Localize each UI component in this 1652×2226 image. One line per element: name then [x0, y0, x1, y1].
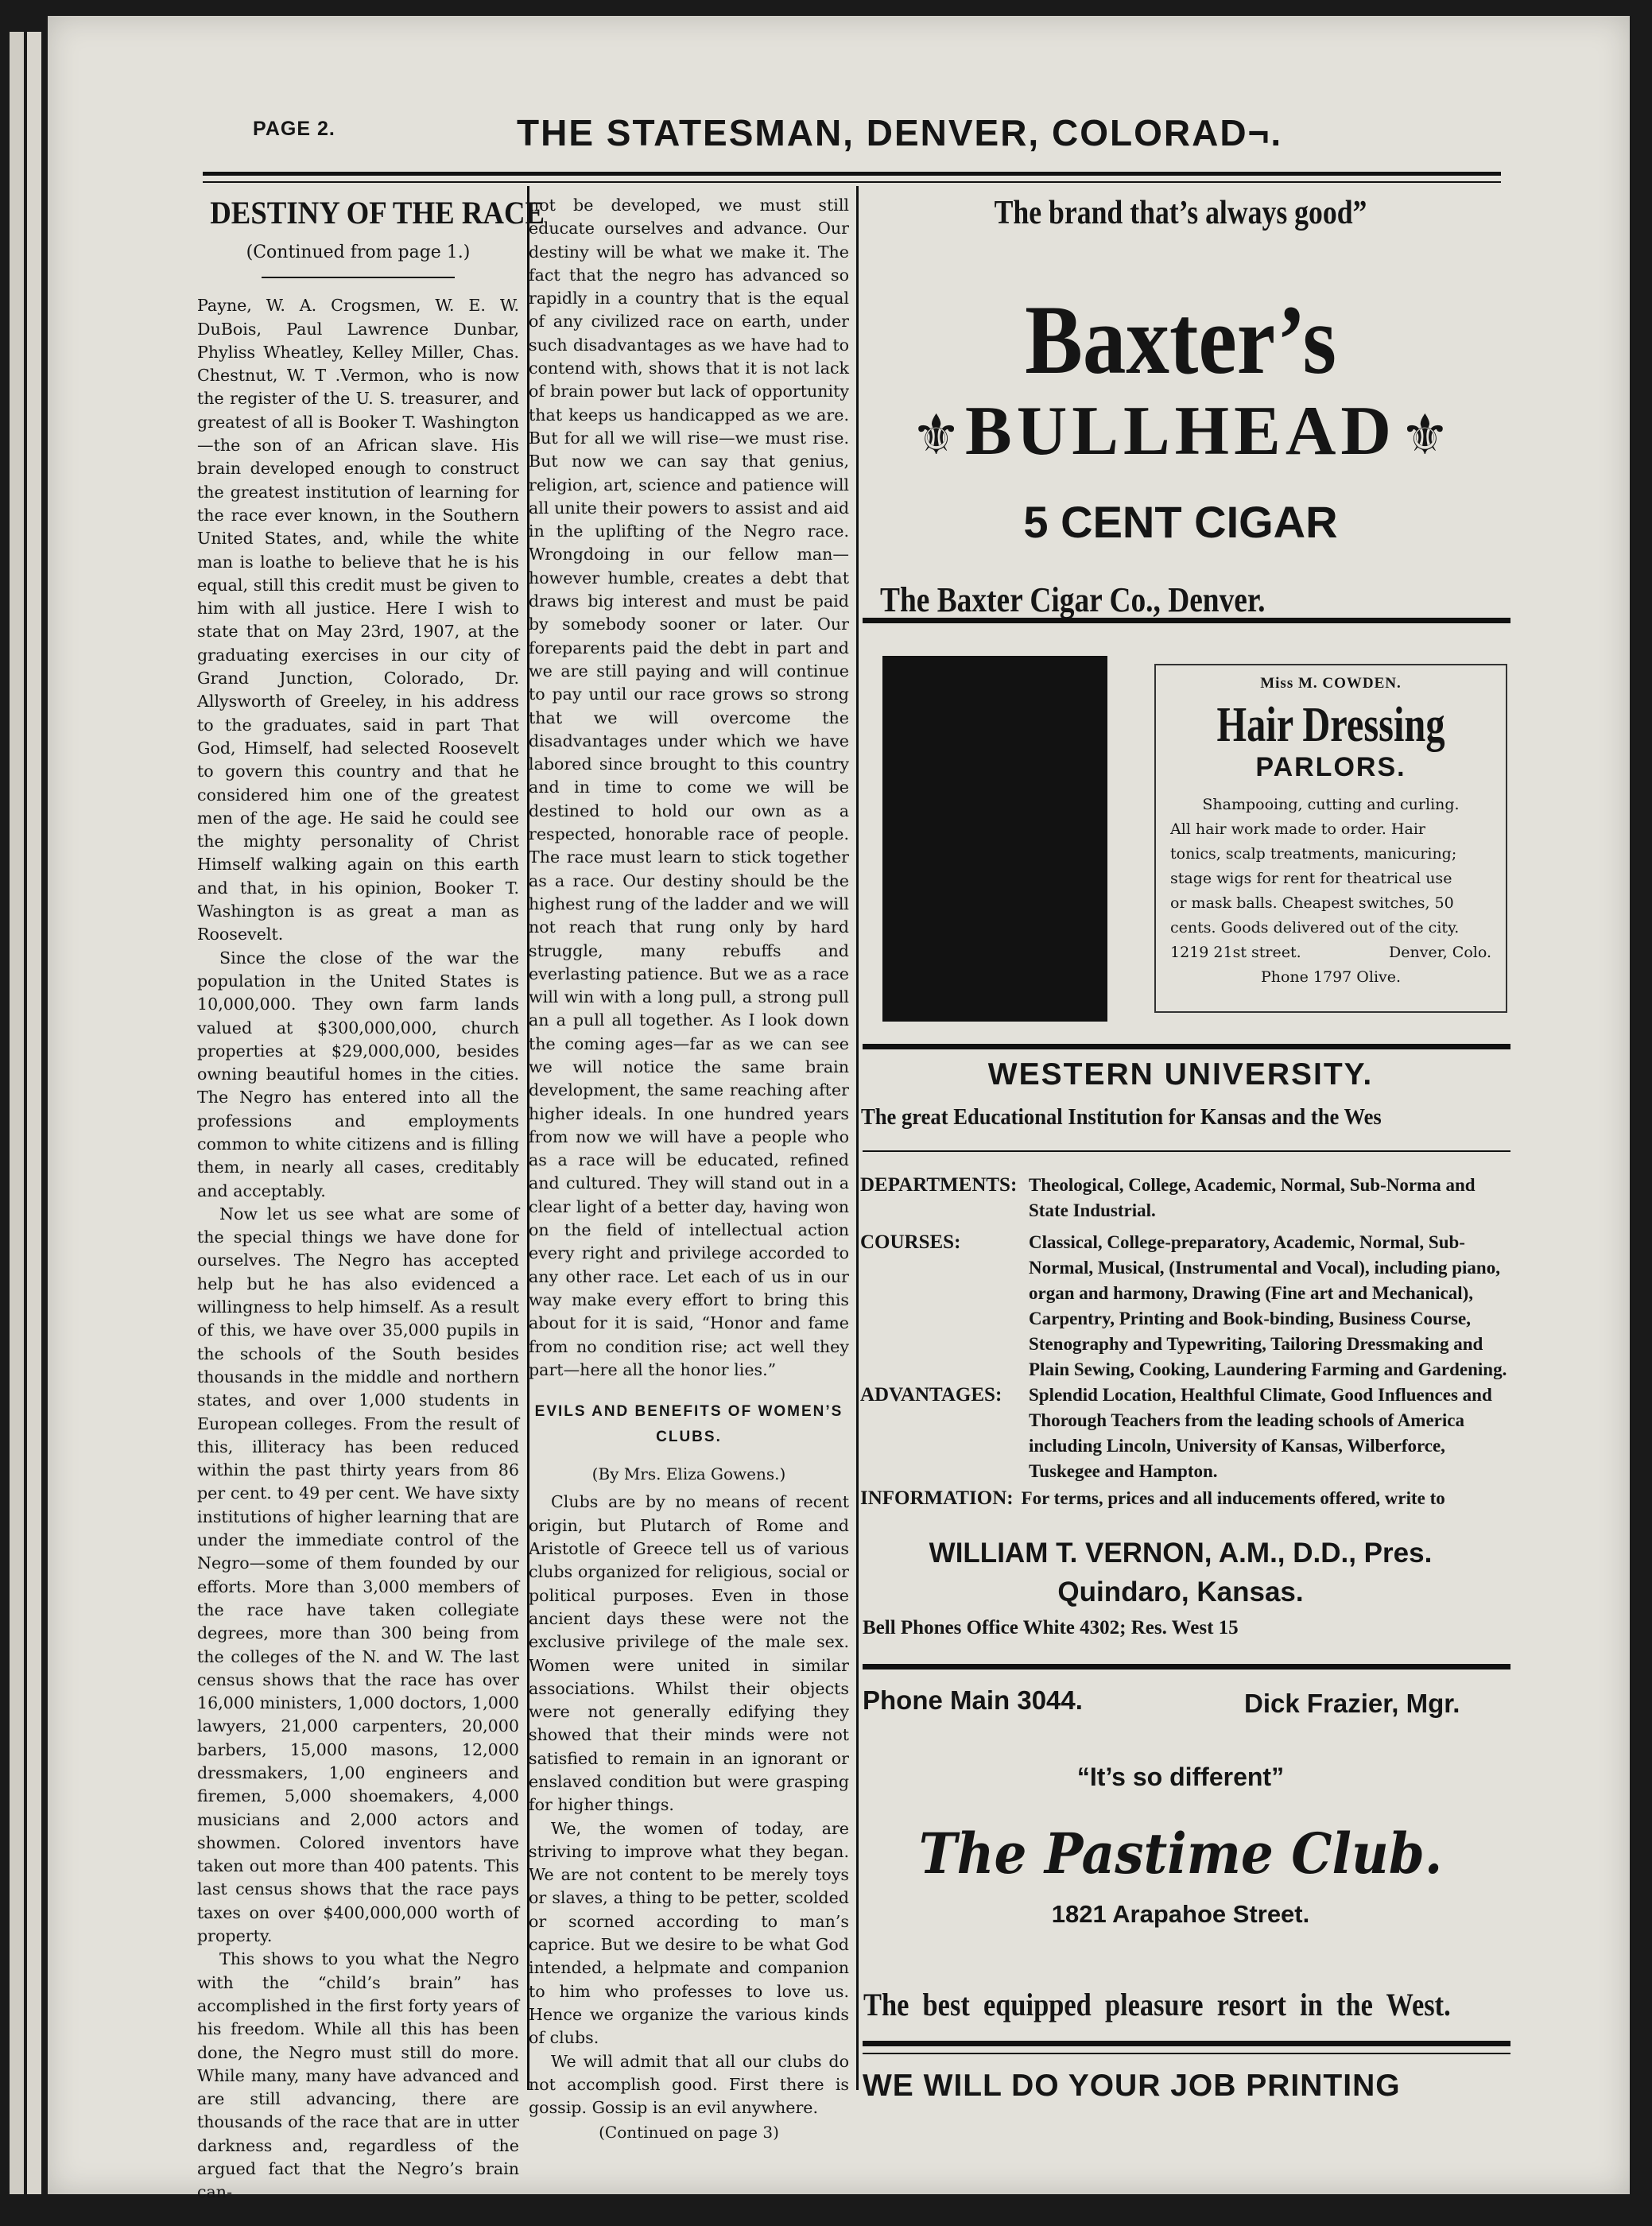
description-line: tonics, scalp treatments, manicuring;	[1170, 845, 1457, 863]
paragraph: We will admit that all our clubs do not accomplish good. First there is gossip. Gossip is an evil anywhere.	[529, 2051, 849, 2118]
article-continued	[529, 194, 849, 2145]
continued-note: (Continued on page 3)	[599, 2123, 779, 2143]
pastime-club-name: The Pastime Club.	[918, 1821, 1443, 1887]
paragraph: Payne, W. A. Crogsmen, W. E. W. DuBois, Paul Lawrence Dunbar, Phyliss Wheatley, Kelley Miller, Chas. Chestnut, W. T .Vermon, who is now the register of the U. S. treasurer, and greatest of all is Booker T. Washington—the son of an African slave. His brain developed enough to construct the greatest institution of learning for the race ever known, in the Southern United States, and, while the white man is loathe to believe that he is his equal, still this credit must be given to him with all justice. Here I wish to state that on May 23rd, 1907, at the graduating exercises in our city of Grand Junction, Colorado, Dr. Allysworth of Greeley, in his address to the graduates, said in part That God, Himself, had selected Roosevelt to govern this country and that he considered him one of the greatest men of the age. He said he could see the mighty personality of Christ Himself walking again on this earth and that, in his opinion, Booker T. Washington is as great a man as Roosevelt.	[197, 296, 519, 944]
ad-divider	[863, 618, 1510, 623]
title-rule	[262, 277, 455, 278]
baxter-name: Baxter’s	[1025, 285, 1336, 394]
ad-divider-thin	[863, 2053, 1510, 2054]
advantages-text: Splendid Location, Healthful Climate, Good Influences and Thorough Teachers from the leading schools of America including Lincoln, University of Kansas, Wilberforce, Tuskegee and Hampton.	[1029, 1385, 1492, 1481]
university-details	[860, 1173, 1512, 1511]
byline: (By Mrs. Eliza Gowens.)	[591, 1464, 786, 1484]
pastime-phone: Phone Main 3044.	[863, 1685, 1083, 1715]
bullhead-text: BULLHEAD	[965, 393, 1396, 470]
information-label: INFORMATION:	[860, 1487, 1014, 1509]
section-rule	[863, 1150, 1510, 1152]
bullhead-line	[863, 391, 1499, 494]
page-edge	[10, 32, 24, 2194]
advantages-label: ADVANTAGES:	[860, 1384, 1002, 1406]
portrait-photo	[882, 656, 1107, 1022]
masthead: THE STATESMAN, DENVER, COLORAD¬.	[517, 112, 1283, 153]
parlors-text: PARLORS.	[1255, 752, 1406, 782]
phone-number: Phone 1797 Olive.	[1260, 968, 1402, 986]
university-title: WESTERN UNIVERSITY.	[987, 1057, 1374, 1092]
price-text: 5 CENT CIGAR	[1023, 497, 1338, 547]
departments-text: Theological, College, Academic, Normal, Sub-Norma and State Industrial.	[1029, 1175, 1476, 1220]
courses-label: COURSES:	[860, 1231, 961, 1253]
advantages-row	[860, 1383, 1512, 1484]
description-line: All hair work made to order. Hair	[1170, 820, 1425, 838]
paragraph: not be developed, we must still educate ourselves and advance. Our destiny will be what we make it. The fact that the negro has advanced so rapidly in a country that is the equal of any civilized race on earth, under such disadvantages as we have had to contend with, shows that it is not lack of brain power but lack of opportunity that keeps us handicapped as we are. But for all we will rise—we must rise. But now we can say that genius, religion, art, science and patience will all unite their powers to assist and aid in the uplifting of the Negro race. Wrongdoing in our fellow man—however humble, creates a debt that draws big interest and must be paid by somebody sooner or later. Our foreparents paid the debt in part and we are still paying and will continue to pay until our race grows so strong that we will overcome the disadvantages under which we have labored since brought to this country and in time to come we will be destined to hold our own as a respected, honorable race of people. The race must learn to stick together as a race. Our destiny should be the highest rung of the ladder and we will not reach that rung only by hard struggle, many rebuffs and everlasting patience. But we as a race will win with a long pull, a strong pull an a pull all together. As I look down the coming ages—far as we can see we will notice the same brain development, the same reaching after higher ideals. In one hundred years from now we will have a people who as a race will be educated, refined and cultured. They will stand out in a clear light of a better day, having won on the field of intellectual action every right and privilege accorded to any other race. Let each of us in our way make every effort to bring this about for it is said, “Honor and fame from no condition rise; act well they part—here all the honor lies.”	[529, 196, 849, 1379]
article-subtitle: (Continued from page 1.)	[246, 242, 471, 262]
pastime-address: 1821 Arapahoe Street.	[1051, 1900, 1310, 1928]
paragraph: This shows to you what the Negro with the “child’s brain” has accomplished in the first forty years of his freedom. While all this has been done, the Negro must still do more. While many, many have advanced and are still advancing, there are thousands of the race that are in utter darkness and, regardless of the argued fact that the Negro’s brain can-	[197, 1949, 519, 2202]
information-row	[860, 1486, 1512, 1511]
paragraph: Clubs are by no means of recent origin, but Plutarch of Rome and Aristotle of Greece tell us of various clubs organized for religious, social or political purposes. Even in those ancient days these were not the exclusive privilege of the male sex. Women were united in similar associations. Whilst their objects were not generally edifying they showed that their minds were not satisfied to remain in an ignorant or enslaved condition but were grasping for higher things.	[529, 1492, 849, 1815]
information-text: For terms, prices and all inducements offered, write to	[1021, 1488, 1445, 1508]
pastime-tagline: “It’s so different”	[1076, 1763, 1285, 1791]
header-rule-thin	[203, 181, 1501, 183]
fleur-de-lis-icon: ⚜	[911, 402, 961, 467]
paragraph: Now let us see what are some of the special things we have done for ourselves. The Negro has accepted help but he has also evidenced a willingness to help himself. As a result of this, we have over 35,000 pupils in the schools of the South besides thousands in the middle and northern states, and over 1,000 students in European colleges. From the result of this, illiteracy has been reduced within the past thirty years from 86 per cent. to 49 per cent. We have sixty institutions of higher learning that are under the immediate control of the Negro—some of them founded by our efforts. More than 3,000 members of the race have taken collegiate degrees, more than 300 being from the colleges of the N. and W. The last census shows that the race has over 16,000 ministers, 1,000 doctors, 1,000 lawyers, 21,000 carpenters, 20,000 barbers, 15,000 masons, 12,000 dressmakers, 1,00 engineers and firemen, 5,000 shoemakers, 4,000 musicians and 2,000 actors and showmen. Colored inventors have taken out more than 400 patents. This last census shows that the race pays taxes on over $400,000,000 worth of property.	[197, 1204, 519, 1946]
address-line	[1170, 940, 1491, 965]
baxter-cigar-ad	[863, 189, 1499, 620]
description-line: Shampooing, cutting and curling.	[1202, 796, 1460, 813]
article-title-evils: EVILS AND BENEFITS OF WOMEN’S CLUBS.	[534, 1403, 843, 1446]
page-number: PAGE 2.	[253, 118, 335, 140]
hair-dressing-description	[1156, 785, 1506, 990]
pastime-manager: Dick Frazier, Mgr.	[1244, 1689, 1460, 1718]
departments-row	[860, 1173, 1512, 1224]
courses-row	[860, 1230, 1512, 1383]
fleur-de-lis-icon: ⚜	[1400, 402, 1450, 467]
description-line: cents. Goods delivered out of the city.	[1170, 919, 1460, 937]
paragraph: We, the women of today, are striving to improve what they began. We are not content to be merely toys or slaves, a thing to be petter, scolded or scorned according to man’s caprice. But we desire to be what God intended, a helpmate and companion to him who professes to love us. Hence we organize the various kinds of clubs.	[529, 1818, 849, 2048]
company-text: The Baxter Cigar Co., Denver.	[880, 580, 1266, 619]
paragraph: Since the close of the war the population in the United States is 10,000,000. They own farm lands valued at $300,000,000, church properties at $29,000,000, besides owning beautiful homes in the cities. The Negro has entered into all the professions and employments common to white citizens and is filling them, in nearly all cases, creditably and acceptably.	[197, 948, 519, 1200]
ad-divider	[863, 2041, 1510, 2046]
university-phones: Bell Phones Office White 4302; Res. West 15	[863, 1617, 1239, 1638]
description-line: or mask balls. Cheapest switches, 50	[1170, 894, 1454, 912]
president-name: WILLIAM T. VERNON, A.M., D.D., Pres.	[929, 1538, 1433, 1569]
baxter-tagline: The brand that’s always good”	[994, 195, 1367, 231]
column-divider	[856, 186, 859, 2090]
header-rule	[203, 172, 1501, 176]
hair-dressing-title: Hair Dressing	[1216, 698, 1445, 752]
hair-dressing-ad	[1154, 664, 1507, 1013]
ad-divider	[863, 1664, 1510, 1670]
courses-text: Classical, College-preparatory, Academic, Normal, Sub-Normal, Musical, (Instrumental and Vocal), including piano, organ and harmony, Drawing (Fine art and Mechanical), Carpentry, Printing and Book-binding, Business Course, Stenography and Typewriting, Tailoring Dressmaking and Plain Sewing, Cooking, Laundering Farming and Gardening.	[1029, 1232, 1507, 1379]
university-location: Quindaro, Kansas.	[1057, 1576, 1304, 1607]
pastime-slogan: The best equipped pleasure resort in the West.	[863, 1987, 1451, 2022]
page-edge	[27, 32, 41, 2194]
ad-divider	[863, 1044, 1510, 1049]
city: Denver, Colo.	[1389, 944, 1491, 961]
owner-name: Miss M. COWDEN.	[1260, 675, 1402, 692]
description-line: stage wigs for rent for theatrical use	[1170, 870, 1452, 887]
university-subtitle: The great Educational Institution for Kansas and the Wes	[861, 1105, 1382, 1130]
article-destiny-of-the-race	[197, 194, 545, 2205]
job-printing-banner: WE WILL DO YOUR JOB PRINTING	[863, 2069, 1401, 2103]
street-address: 1219 21st street.	[1170, 944, 1301, 961]
departments-label: DEPARTMENTS:	[860, 1174, 1018, 1196]
article-title: DESTINY OF THE RACE	[210, 195, 545, 231]
